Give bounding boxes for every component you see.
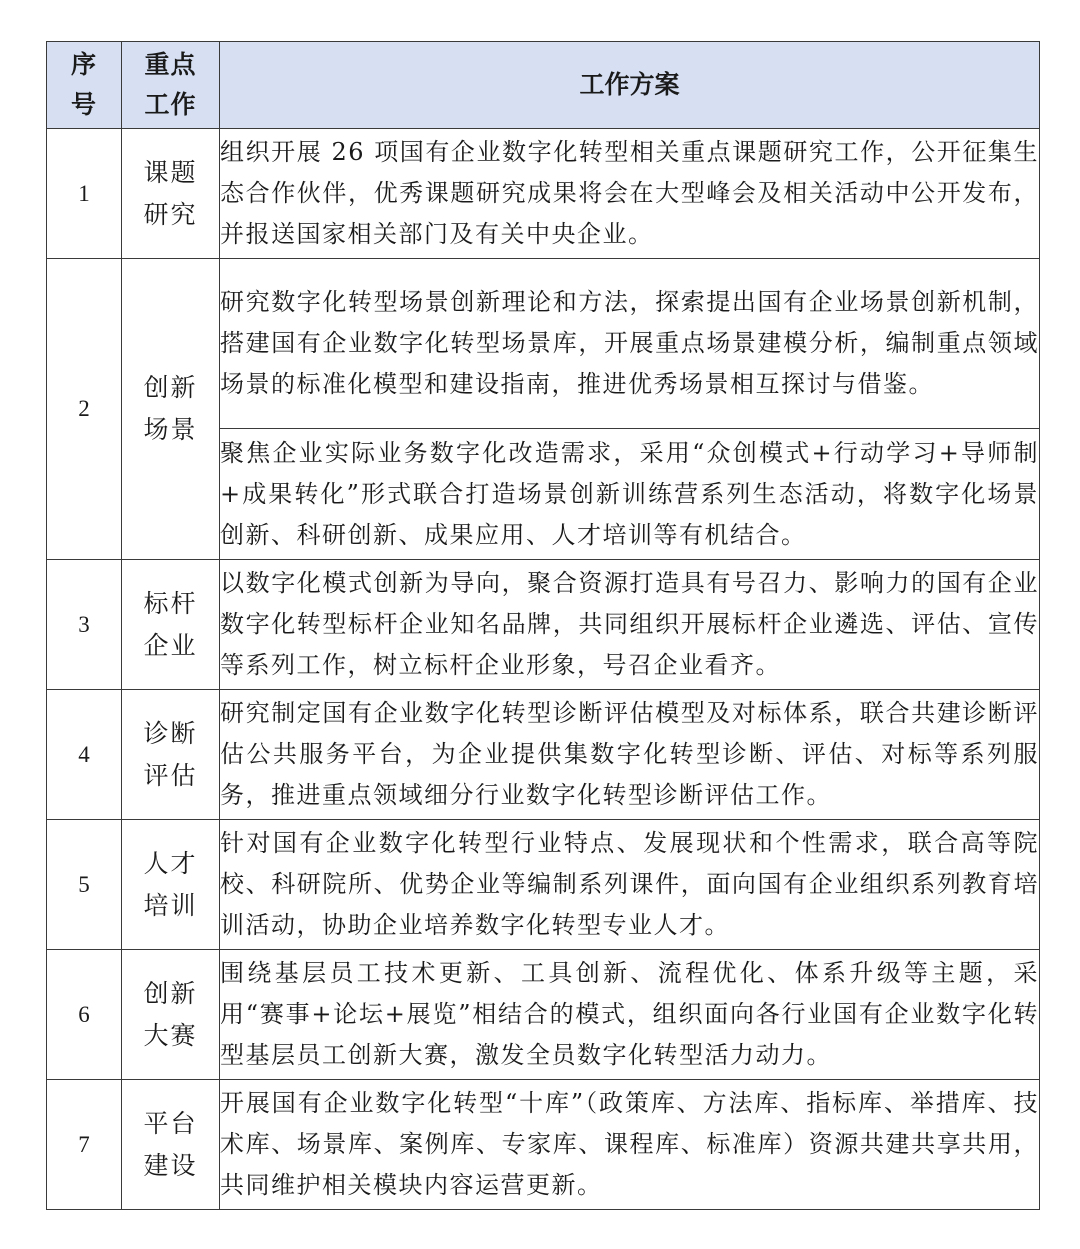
table-header bbox=[47, 42, 1040, 129]
row-number: 7 bbox=[47, 1080, 122, 1210]
key-work-line2: 企业 bbox=[143, 630, 198, 660]
table-body bbox=[47, 129, 1040, 1210]
row-key-work bbox=[122, 1080, 220, 1210]
table-row bbox=[47, 259, 1040, 429]
key-work-line2: 建设 bbox=[143, 1150, 198, 1180]
key-work-line2: 研究 bbox=[143, 199, 198, 229]
row-plan-text: 以数字化模式创新为导向，聚合资源打造具有号召力、影响力的国有企业数字化转型标杆企业知名品牌，共同组织开展标杆企业遴选、评估、宣传等系列工作，树立标杆企业形象，号召企业看齐。 bbox=[220, 560, 1040, 690]
header-work-line1: 重点 bbox=[144, 50, 197, 79]
key-work-line1: 课题 bbox=[143, 157, 198, 187]
header-no-line1: 序 bbox=[70, 50, 97, 79]
header-plan: 工作方案 bbox=[220, 42, 1040, 129]
table-row bbox=[47, 820, 1040, 950]
key-work-line2: 培训 bbox=[143, 890, 198, 920]
key-work-line1: 创新 bbox=[143, 978, 198, 1008]
key-work-line2: 场景 bbox=[143, 415, 198, 444]
key-work-line1: 创新 bbox=[143, 373, 198, 402]
row-plan-text: 组织开展 26 项国有企业数字化转型相关重点课题研究工作，公开征集生态合作伙伴，优秀课题研究成果将会在大型峰会及相关活动中公开发布，并报送国家相关部门及有关中央企业。 bbox=[220, 129, 1040, 259]
header-no-line2: 号 bbox=[70, 90, 97, 119]
key-work-line1: 人才 bbox=[143, 848, 198, 878]
table-row bbox=[47, 950, 1040, 1080]
header-work-line2: 工作 bbox=[144, 90, 197, 119]
table-row bbox=[47, 560, 1040, 690]
row-key-work bbox=[122, 129, 220, 259]
header-work bbox=[122, 42, 220, 129]
key-work-line1: 诊断 bbox=[143, 718, 198, 748]
row-number: 2 bbox=[47, 259, 122, 560]
row-plan-text: 研究数字化转型场景创新理论和方法，探索提出国有企业场景创新机制，搭建国有企业数字化转型场景库，开展重点场景建模分析，编制重点领域场景的标准化模型和建设指南，推进优秀场景相互探讨与借鉴。 bbox=[220, 259, 1040, 429]
row-number: 3 bbox=[47, 560, 122, 690]
row-key-work bbox=[122, 950, 220, 1080]
table-row bbox=[47, 129, 1040, 259]
row-key-work bbox=[122, 690, 220, 820]
table-row bbox=[47, 1080, 1040, 1210]
work-plan-table bbox=[46, 41, 1040, 1210]
key-work-line1: 标杆 bbox=[143, 588, 198, 618]
row-number: 6 bbox=[47, 950, 122, 1080]
row-number: 4 bbox=[47, 690, 122, 820]
row-plan-text: 聚焦企业实际业务数字化改造需求，采用“众创模式+行动学习+导师制+成果转化”形式联合打造场景创新训练营系列生态活动，将数字化场景创新、科研创新、成果应用、人才培训等有机结合。 bbox=[220, 429, 1040, 560]
header-row bbox=[47, 42, 1040, 129]
row-plan-text: 开展国有企业数字化转型“十库”（政策库、方法库、指标库、举措库、技术库、场景库、案例库、专家库、课程库、标准库）资源共建共享共用，共同维护相关模块内容运营更新。 bbox=[220, 1080, 1040, 1210]
row-key-work bbox=[122, 820, 220, 950]
row-number: 1 bbox=[47, 129, 122, 259]
header-no bbox=[47, 42, 122, 129]
row-key-work bbox=[122, 259, 220, 560]
row-plan-text: 针对国有企业数字化转型行业特点、发展现状和个性需求，联合高等院校、科研院所、优势企业等编制系列课件，面向国有企业组织系列教育培训活动，协助企业培养数字化转型专业人才。 bbox=[220, 820, 1040, 950]
key-work-line1: 平台 bbox=[143, 1108, 198, 1138]
table-row bbox=[47, 690, 1040, 820]
key-work-line2: 评估 bbox=[143, 760, 198, 790]
row-key-work bbox=[122, 560, 220, 690]
row-plan-text: 围绕基层员工技术更新、工具创新、流程优化、体系升级等主题，采用“赛事+论坛+展览”相结合的模式，组织面向各行业国有企业数字化转型基层员工创新大赛，激发全员数字化转型活力动力。 bbox=[220, 950, 1040, 1080]
row-number: 5 bbox=[47, 820, 122, 950]
row-plan-text: 研究制定国有企业数字化转型诊断评估模型及对标体系，联合共建诊断评估公共服务平台，为企业提供集数字化转型诊断、评估、对标等系列服务，推进重点领域细分行业数字化转型诊断评估工作。 bbox=[220, 690, 1040, 820]
key-work-line2: 大赛 bbox=[143, 1020, 198, 1050]
